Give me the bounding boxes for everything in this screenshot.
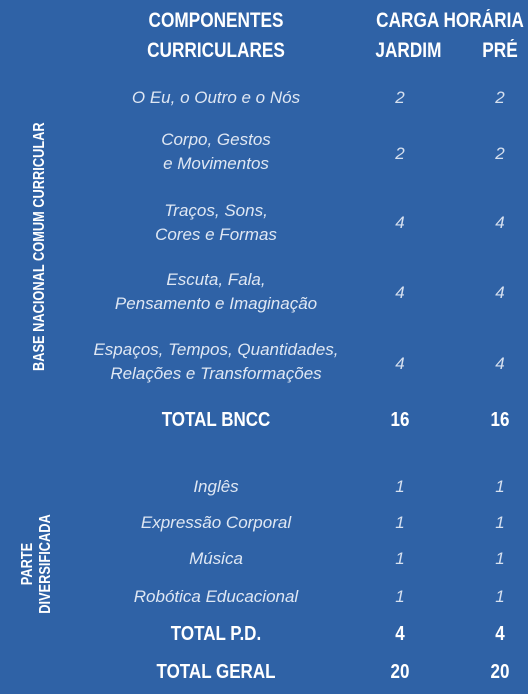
- pd-component-name: Música: [189, 549, 243, 568]
- jardim-hours: 4: [395, 213, 405, 232]
- total-pd-pre: 4: [495, 623, 505, 645]
- jardim-hours: 4: [395, 354, 405, 373]
- component-name-line2: e Movimentos: [163, 154, 269, 173]
- pre-header: PRÉ: [482, 39, 518, 62]
- pre-hours: 2: [495, 144, 505, 163]
- component-name-line1: Traços, Sons,: [164, 201, 268, 220]
- component-name: O Eu, o Outro e o Nós: [131, 88, 301, 107]
- total-bncc-jardim: 16: [390, 409, 410, 431]
- total-pd-label: TOTAL P.D.: [170, 623, 262, 645]
- pd-side-label: [19, 508, 55, 620]
- pre-hours: 1: [495, 477, 505, 496]
- total-geral-pre: 20: [490, 661, 510, 683]
- pre-hours: 1: [495, 549, 505, 568]
- pd-component-name: Robótica Educacional: [133, 587, 299, 606]
- bncc-side-label: BASE NACIONAL COMUM CURRICULAR: [31, 122, 48, 371]
- component-name-line2: Pensamento e Imaginação: [114, 294, 318, 313]
- total-bncc-label: TOTAL BNCC: [161, 409, 271, 431]
- jardim-hours: 1: [395, 477, 405, 496]
- components-header-line2: CURRICULARES: [147, 39, 285, 62]
- table-row-component: [84, 268, 348, 316]
- table-row-component: [84, 338, 348, 386]
- jardim-hours: 2: [395, 144, 405, 163]
- pd-side-label-line2: DIVERSIFICADA: [37, 514, 54, 614]
- carga-horaria-header: CARGA HORÁRIA: [376, 9, 524, 32]
- jardim-hours: 1: [395, 513, 405, 532]
- table-row-component: [84, 86, 348, 110]
- jardim-hours: 1: [395, 587, 405, 606]
- jardim-header: JARDIM: [375, 39, 442, 62]
- components-header: [108, 6, 324, 66]
- pd-component-name: Inglês: [193, 477, 239, 496]
- pre-hours: 2: [495, 88, 505, 107]
- jardim-hours: 2: [395, 88, 405, 107]
- total-pd-jardim: 4: [395, 623, 405, 645]
- pre-hours: 1: [495, 513, 505, 532]
- total-geral-label: TOTAL GERAL: [156, 661, 276, 683]
- pre-hours: 4: [495, 213, 505, 232]
- pre-hours: 1: [495, 587, 505, 606]
- jardim-hours: 4: [395, 283, 405, 302]
- component-name-line2: Cores e Formas: [155, 225, 277, 244]
- pre-hours: 4: [495, 283, 505, 302]
- pd-component-name: Expressão Corporal: [140, 513, 292, 532]
- components-header-line1: COMPONENTES: [148, 9, 284, 32]
- component-name-line2: Relações e Transformações: [110, 364, 322, 383]
- pre-hours: 4: [495, 354, 505, 373]
- total-geral-jardim: 20: [390, 661, 410, 683]
- component-name-line1: Escuta, Fala,: [166, 270, 266, 289]
- table-row-component: [84, 128, 348, 176]
- jardim-hours: 1: [395, 549, 405, 568]
- component-name-line1: Espaços, Tempos, Quantidades,: [93, 340, 339, 359]
- component-name-line1: Corpo, Gestos: [161, 130, 271, 149]
- total-bncc-pre: 16: [490, 409, 510, 431]
- table-row-component: [84, 199, 348, 247]
- pd-side-label-line1: PARTE: [19, 542, 36, 586]
